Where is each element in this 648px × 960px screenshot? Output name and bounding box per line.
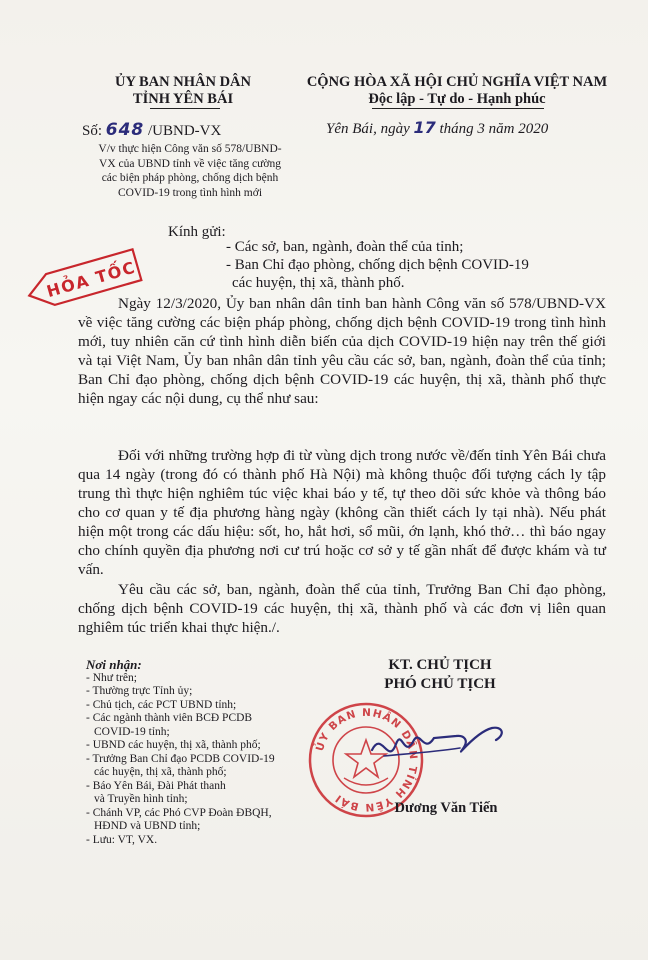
motto-underline [372,108,544,109]
seal-text: ỦY BAN NHÂN DÂN TỈNH YÊN BÁI [313,706,420,814]
document-date [326,118,548,138]
document-subject [80,142,300,200]
national-header [296,74,618,108]
paragraph-3: Yêu cầu các sở, ban, ngành, đoàn thể của tỉnh, Trưởng Ban Chỉ đạo phòng, chống dịch bệnh COVID-19 các huyện, thị xã, thành phố và các đơn vị liên quan nghiêm túc triển khai thực hiện./. [78,581,606,636]
addressee-list [226,238,606,292]
recipient-item: COVID-19 tỉnh; [94,725,170,738]
issuer-line-2: TỈNH YÊN BÁI [132,91,234,107]
subject-line-3: các biện pháp phòng, chống dịch bệnh [101,172,279,184]
urgent-stamp-text: HỎA TỐC [44,257,138,302]
subject-line-4: COVID-19 trong tình hình mới [117,186,263,199]
recipients-title: Nơi nhận: [86,657,142,672]
issuer-line-1: ỦY BAN NHÂN DÂN [114,74,251,90]
recipient-item: HĐND và UBND tỉnh; [94,820,201,832]
national-title: CỘNG HÒA XÃ HỘI CHỦ NGHĨA VIỆT NAM [306,74,608,90]
doc-number-suffix: /UBND-VX [148,123,222,139]
recipient-item: - UBND các huyện, thị xã, thành phố; [86,739,261,751]
subject-line-2: VX của UBND tỉnh về việc tăng cường [99,157,281,170]
signature-scribble [364,710,514,780]
addressee-item-3: các huyện, thị xã, thành phố. [232,275,405,291]
date-day-handwritten: 17 [413,118,436,137]
paragraph-1: Ngày 12/3/2020, Ủy ban nhân dân tỉnh ban hành Công văn số 578/UBND-VX về việc tăng cường các biện pháp phòng, chống dịch bệnh COVID-19 trong tình hình mới, tuy nhiên căn cứ tình hình diễn biến của dịch COVID-19 hiện nay trên thế giới và tại Việt Nam, Ủy ban nhân dân tỉnh yêu cầu các sở, ban, ngành, đoàn thể của tỉnh; Ban Chỉ đạo phòng, chống dịch bệnh COVID-19 các huyện, thị xã, thành phố thực hiện ngay các nội dung, cụ thể như sau: [78,295,606,407]
recipient-item: - Lưu: VT, VX. [86,833,158,846]
signer-name: Dương Văn Tiến [394,800,498,816]
paragraph-2: Đối với những trường hợp đi từ vùng dịch trong nước về/đến tỉnh Yên Bái chưa qua 14 ngày (trong đó có thành phố Hà Nội) mà không thuộc đối tượng cách ly tập trung thì thực hiện nghiêm túc việc khai báo y tế, tự theo dõi sức khỏe và thông báo cho cơ quan y tế địa phương hàng ngày (không cần thiết cách ly tại nhà). Nếu phát hiện một trong các dấu hiệu: sốt, ho, hắt hơi, sổ mũi, ớn lạnh, khó thở… thì báo ngay cho chính quyền địa phương nơi cư trú hoặc cơ sở y tế gần nhất để được khám và tư vấn. [78,447,606,578]
recipients-block [86,658,306,847]
signature-title-line-2: PHÓ CHỦ TỊCH [384,676,496,692]
recipient-item: - Thường trực Tỉnh ủy; [86,685,193,697]
recipient-item: - Trưởng Ban Chỉ đạo PCDB COVID-19 [86,752,275,765]
subject-line-1: V/v thực hiện Công văn số 578/UBND- [98,143,282,155]
recipient-item: và Truyền hình tỉnh; [94,793,188,805]
signature-title-line-1: KT. CHỦ TỊCH [388,657,492,673]
date-before: Yên Bái, ngày [326,121,410,137]
doc-number-prefix: Số: [82,123,103,139]
handwritten-signature [364,710,514,780]
document-number [82,120,221,140]
addressee-item-2: - Ban Chỉ đạo phòng, chống dịch bệnh COVID-19 [226,257,529,273]
issuer-header [78,74,288,108]
recipient-item: - Như trên; [86,671,137,684]
signature-title [340,656,540,694]
issuer-underline [150,108,220,109]
addressee-label: Kính gửi: [168,224,226,240]
national-motto: Độc lập - Tự do - Hạnh phúc [368,91,546,107]
recipient-item: - Chủ tịch, các PCT UBND tỉnh; [86,698,237,711]
doc-number-handwritten: 648 [105,120,145,140]
recipient-item: - Các ngành thành viên BCĐ PCDB [86,712,253,724]
recipient-item: - Chánh VP, các Phó CVP Đoàn ĐBQH, [86,806,272,819]
recipient-item: - Báo Yên Bái, Đài Phát thanh [86,779,226,792]
date-after: tháng 3 năm 2020 [439,121,549,137]
recipient-item: các huyện, thị xã, thành phố; [94,766,227,778]
addressee-item-1: - Các sở, ban, ngành, đoàn thể của tỉnh; [226,239,464,255]
